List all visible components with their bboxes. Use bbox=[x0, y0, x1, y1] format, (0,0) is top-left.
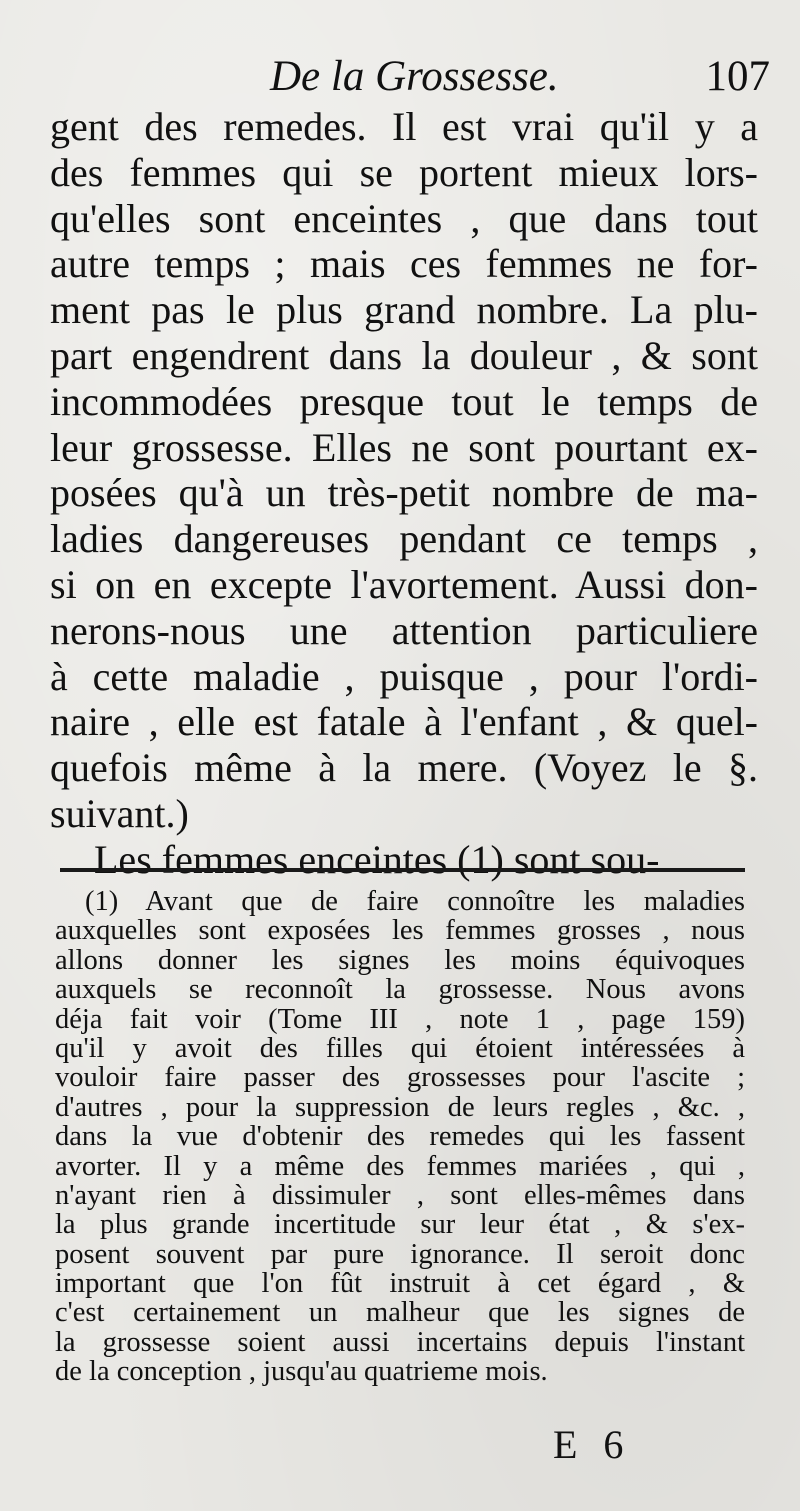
body-line: suivant.) bbox=[50, 790, 189, 836]
body-line: incommodées presque tout le temps de bbox=[50, 378, 758, 424]
body-text bbox=[50, 104, 758, 883]
body-line: des femmes qui se portent mieux lors- bbox=[50, 149, 758, 195]
body-line: leur grossesse. Elles ne sont pourtant ex- bbox=[50, 424, 758, 470]
footnote-line: la grossesse soient aussi incertains depuis l'instant bbox=[55, 1326, 745, 1358]
footnote-line: la plus grande incertitude sur leur état , & s'ex- bbox=[55, 1209, 745, 1241]
footnote-line: (1) Avant que de faire connoître les maladies bbox=[85, 886, 745, 917]
running-title: De la Grossesse. bbox=[270, 53, 559, 100]
signature-mark: E 6 bbox=[553, 1422, 632, 1467]
footnote-line: posent souvent par pure ignorance. Il seroit donc bbox=[55, 1238, 745, 1270]
footnote-line: important que l'on fût instruit à cet égard , & bbox=[55, 1268, 745, 1300]
body-line: à cette maladie , puisque , pour l'ordi- bbox=[50, 653, 758, 699]
footnote-line: vouloir faire passer des grossesses pour l'ascite ; bbox=[55, 1062, 745, 1094]
footnote-rule bbox=[60, 868, 745, 872]
footnote-line: c'est certainement un malheur que les signes de bbox=[55, 1297, 745, 1329]
footnote-line: n'ayant rien à dissimuler , sont elles-mêmes dans bbox=[55, 1179, 745, 1211]
body-line: ment pas le plus grand nombre. La plu- bbox=[50, 287, 758, 333]
page-number: 107 bbox=[705, 53, 770, 100]
body-line: posées qu'à un très-petit nombre de ma- bbox=[50, 470, 758, 516]
body-line: quefois même à la mere. (Voyez le §. bbox=[50, 745, 758, 791]
body-line: Les femmes enceintes (1) sont sou- bbox=[94, 836, 660, 882]
footnote-line: déja fait voir (Tome III , note 1 , page 159) bbox=[55, 1003, 745, 1035]
footnote-line: qu'il y avoit des filles qui étoient intéressées à bbox=[55, 1032, 745, 1064]
footnote-line: auxquels se reconnoît la grossesse. Nous avons bbox=[55, 974, 745, 1006]
footnote-line: allons donner les signes les moins équivoques bbox=[55, 944, 745, 976]
body-line: qu'elles sont enceintes , que dans tout bbox=[50, 195, 758, 241]
body-line: si on en excepte l'avortement. Aussi don- bbox=[50, 561, 758, 607]
body-line: ladies dangereuses pendant ce temps , bbox=[50, 516, 758, 562]
footnote-line: avorter. Il y a même des femmes mariées , qui , bbox=[55, 1150, 745, 1182]
footnote-line: de la conception , jusqu'au quatrieme mois. bbox=[55, 1356, 548, 1388]
body-line: nerons-nous une attention particuliere bbox=[50, 607, 758, 653]
body-line: naire , elle est fatale à l'enfant , & quel- bbox=[50, 699, 758, 745]
body-line: gent des remedes. Il est vrai qu'il y a bbox=[50, 104, 758, 149]
body-line: autre temps ; mais ces femmes ne for- bbox=[50, 241, 758, 287]
body-line: part engendrent dans la douleur , & sont bbox=[50, 332, 758, 378]
page-header bbox=[50, 50, 770, 104]
footnote bbox=[55, 887, 745, 1387]
footnote-line: dans la vue d'obtenir des remedes qui les fassent bbox=[55, 1121, 745, 1153]
footnote-line: d'autres , pour la suppression de leurs regles , &c. , bbox=[55, 1091, 745, 1123]
footnote-line: auxquelles sont exposées les femmes grosses , nous bbox=[55, 915, 745, 947]
